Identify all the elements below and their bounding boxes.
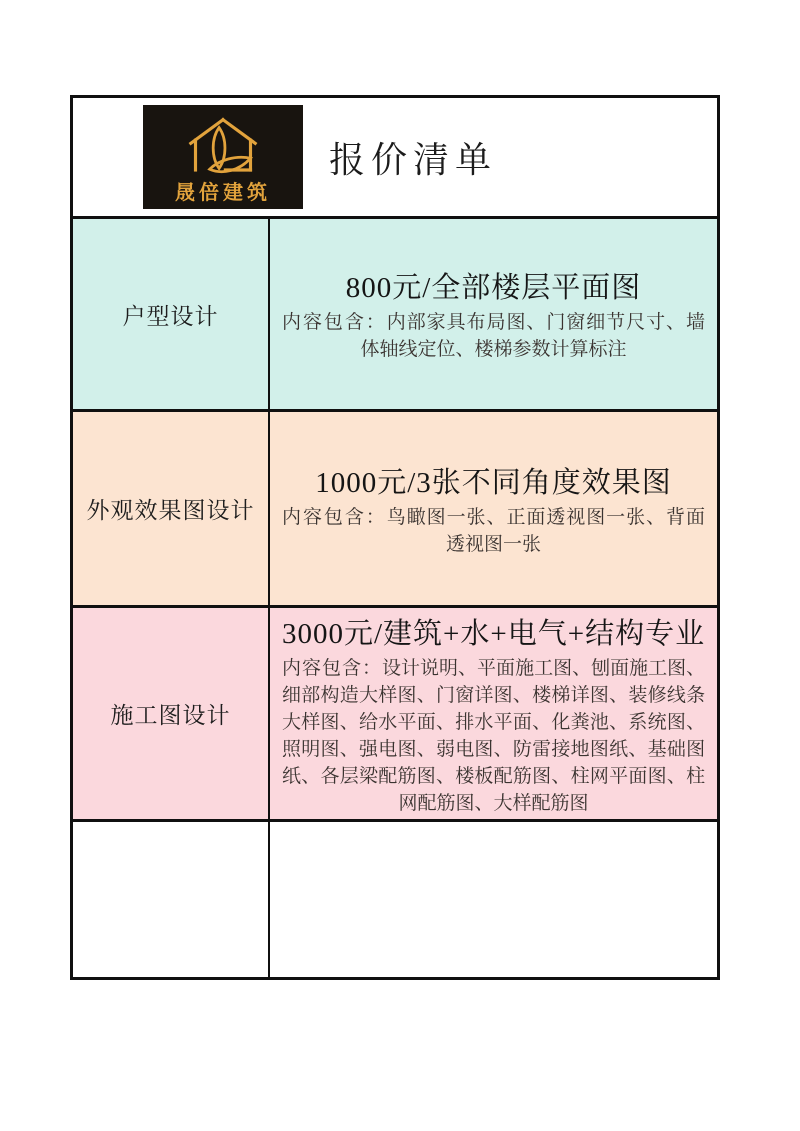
service-content — [270, 219, 717, 409]
empty-content-cell — [270, 822, 717, 977]
quotation-table — [70, 95, 720, 980]
details-label: 内容包含： — [282, 312, 387, 333]
service-name: 施工图设计 — [73, 608, 270, 819]
company-logo — [143, 105, 303, 209]
empty-row — [73, 819, 717, 977]
details-body: 内部家具布局图、门窗细节尺寸、墙体轴线定位、楼梯参数计算标注 — [360, 312, 705, 360]
house-leaf-icon — [164, 115, 282, 183]
service-content — [270, 412, 717, 605]
company-name: 晟倍建筑 — [175, 182, 271, 204]
details-label: 内容包含： — [282, 657, 383, 679]
details-text — [282, 655, 705, 817]
price-text: 1000元/3张不同角度效果图 — [315, 466, 672, 499]
page-title: 报价清单 — [329, 139, 498, 180]
service-row-floorplan — [73, 216, 717, 409]
details-label: 内容包含： — [282, 506, 387, 528]
price-text: 800元/全部楼层平面图 — [345, 272, 642, 304]
details-body: 设计说明、平面施工图、刨面施工图、细部构造大样图、门窗详图、楼梯详图、装修线条大样图、给水平面、排水平面、化粪池、系统图、照明图、强电图、弱电图、防雷接地图纸、基础图纸、各层梁配筋图、楼板配筋图、柱网平面图、柱网配筋图、大样配筋图 — [282, 657, 706, 814]
empty-name-cell — [73, 822, 270, 977]
service-row-construction — [73, 605, 717, 819]
service-name: 户型设计 — [73, 219, 270, 409]
service-content — [270, 608, 717, 819]
details-text — [282, 309, 705, 363]
service-row-rendering — [73, 409, 717, 605]
details-body: 鸟瞰图一张、正面透视图一张、背面透视图一张 — [386, 506, 705, 555]
table-header — [73, 98, 717, 216]
details-text — [282, 504, 705, 558]
price-text: 3000元/建筑+水+电气+结构专业 — [282, 617, 706, 650]
service-name: 外观效果图设计 — [73, 412, 270, 605]
